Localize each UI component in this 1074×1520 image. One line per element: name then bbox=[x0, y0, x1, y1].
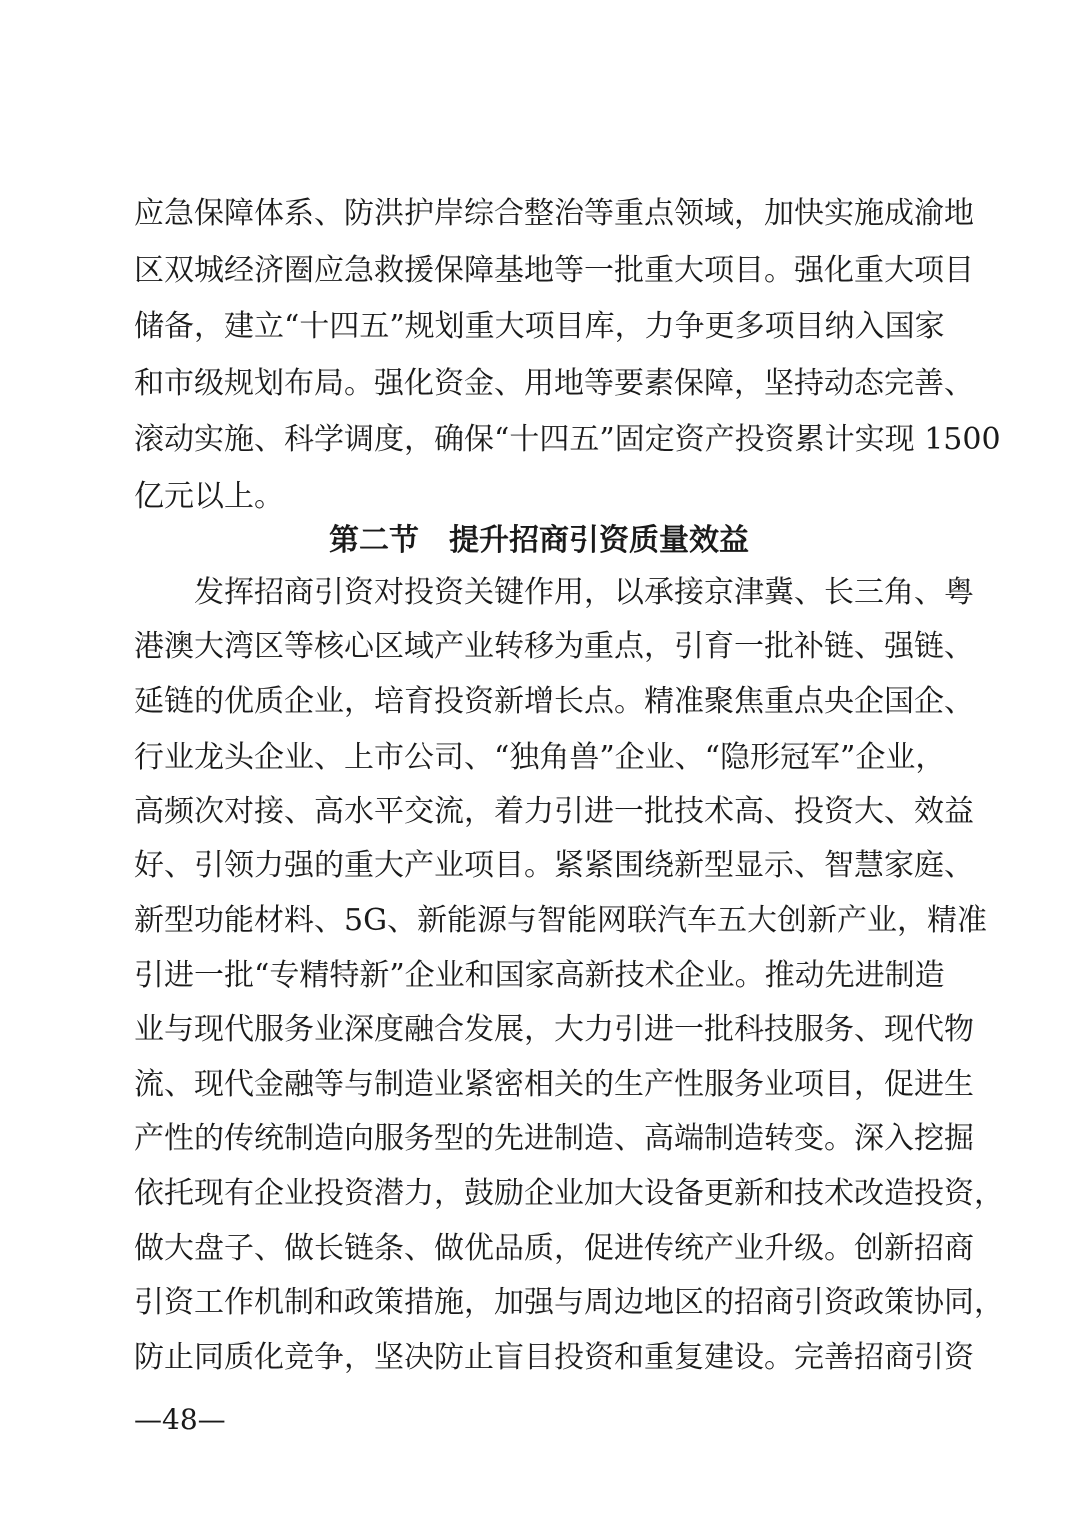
paragraph-line: 滚动实施、科学调度，确保“十四五”固定资产投资累计实现 1500 bbox=[134, 422, 1001, 457]
paragraph-line: 做大盘子、做长链条、做优品质，促进传统产业升级。创新招商 bbox=[134, 1231, 974, 1266]
paragraph-line: 依托现有企业投资潜力，鼓励企业加大设备更新和技术改造投资， bbox=[134, 1176, 1004, 1211]
paragraph-line: 流、现代金融等与制造业紧密相关的生产性服务业项目，促进生 bbox=[134, 1067, 974, 1102]
paragraph-line: 储备，建立“十四五”规划重大项目库，力争更多项目纳入国家 bbox=[134, 309, 945, 344]
paragraph-line: 产性的传统制造向服务型的先进制造、高端制造转变。深入挖掘 bbox=[134, 1121, 974, 1156]
paragraph-line: 港澳大湾区等核心区域产业转移为重点，引育一批补链、强链、 bbox=[134, 629, 974, 664]
paragraph-line: 和市级规划布局。强化资金、用地等要素保障，坚持动态完善、 bbox=[134, 366, 974, 401]
paragraph-line: 业与现代服务业深度融合发展，大力引进一批科技服务、现代物 bbox=[134, 1012, 974, 1047]
paragraph-line: 区双城经济圈应急救援保障基地等一批重大项目。强化重大项目 bbox=[134, 253, 974, 288]
paragraph-line: 高频次对接、高水平交流，着力引进一批技术高、投资大、效益 bbox=[134, 794, 974, 829]
paragraph-line: 好、引领力强的重大产业项目。紧紧围绕新型显示、智慧家庭、 bbox=[134, 848, 974, 883]
page-number: —48— bbox=[134, 1403, 226, 1436]
paragraph-line: 发挥招商引资对投资关键作用，以承接京津冀、长三角、粤 bbox=[194, 575, 974, 610]
section-heading bbox=[134, 521, 944, 561]
section-number: 第二节 bbox=[329, 523, 419, 558]
paragraph-line: 应急保障体系、防洪护岸综合整治等重点领域，加快实施成渝地 bbox=[134, 196, 974, 231]
paragraph-line: 行业龙头企业、上市公司、“独角兽”企业、“隐形冠军”企业， bbox=[134, 740, 946, 775]
paragraph-line: 延链的优质企业，培育投资新增长点。精准聚焦重点央企国企、 bbox=[134, 684, 974, 719]
paragraph-line: 引进一批“专精特新”企业和国家高新技术企业。推动先进制造 bbox=[134, 958, 945, 993]
paragraph-line: 防止同质化竞争，坚决防止盲目投资和重复建设。完善招商引资 bbox=[134, 1340, 974, 1375]
section-title: 提升招商引资质量效益 bbox=[449, 523, 749, 558]
paragraph-line: 亿元以上。 bbox=[134, 479, 284, 514]
paragraph-line: 引资工作机制和政策措施，加强与周边地区的招商引资政策协同， bbox=[134, 1285, 1004, 1320]
paragraph-line: 新型功能材料、5G、新能源与智能网联汽车五大创新产业，精准 bbox=[134, 903, 988, 938]
